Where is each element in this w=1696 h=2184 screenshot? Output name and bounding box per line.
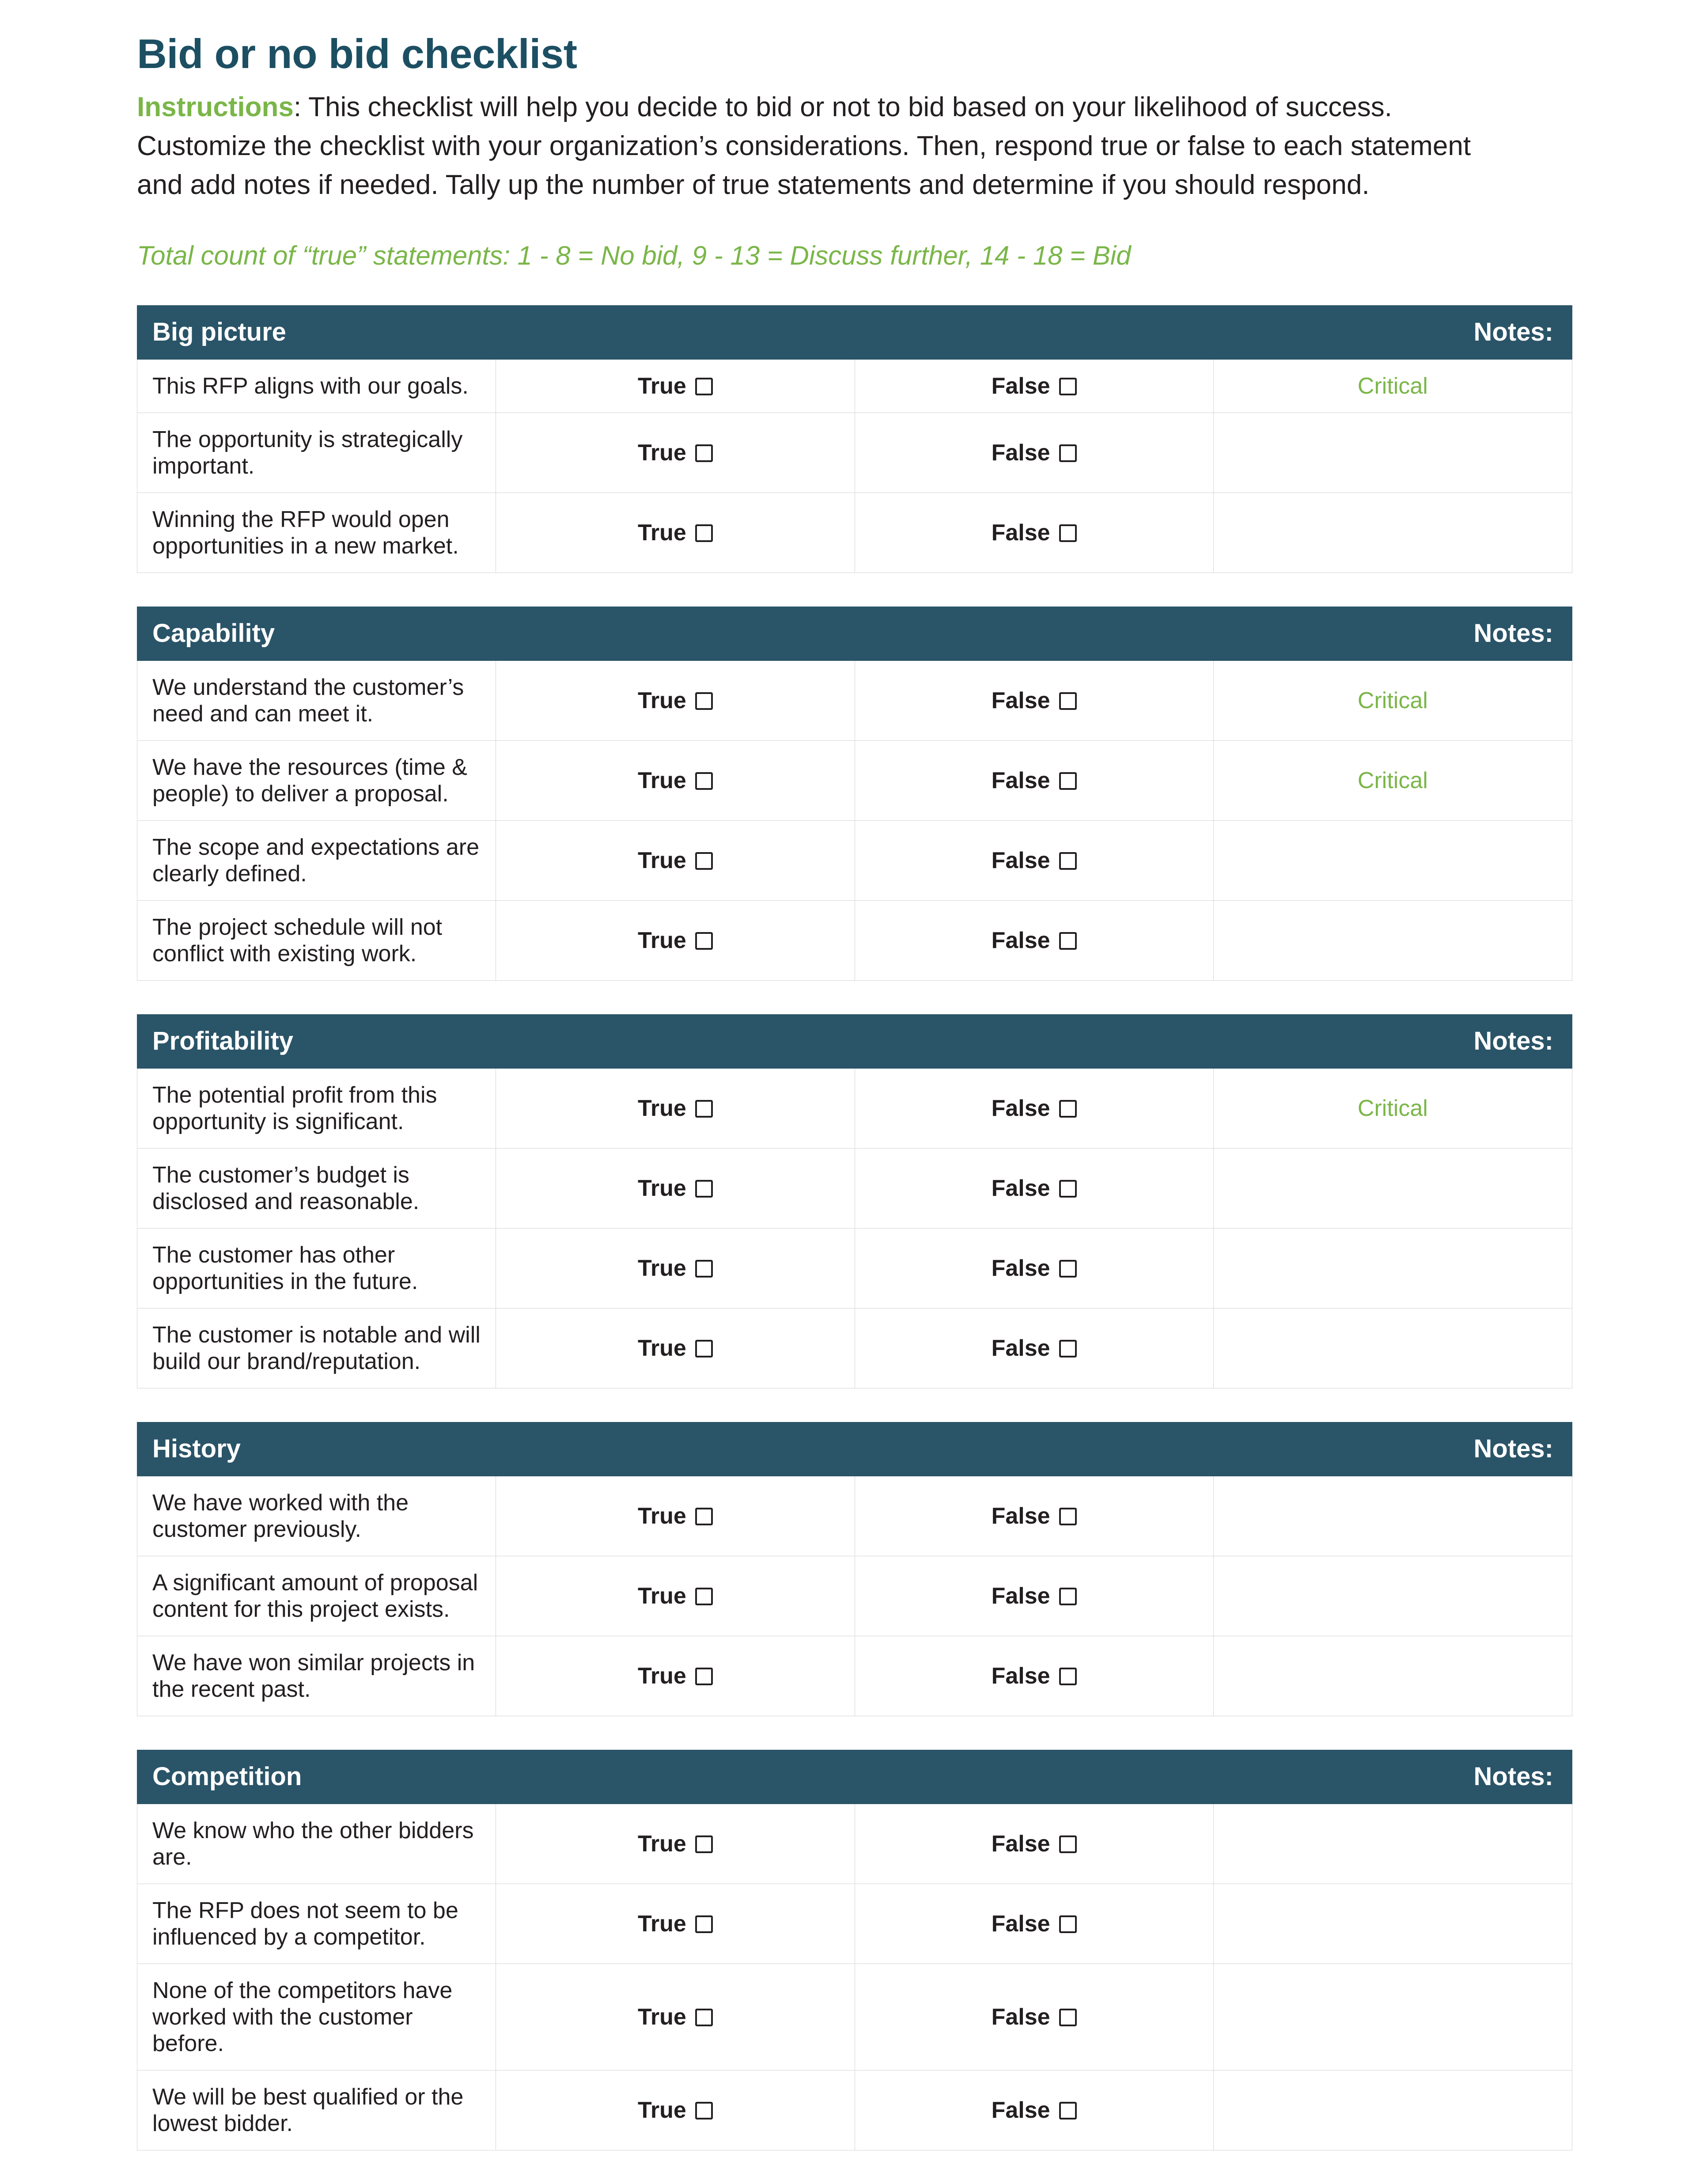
table-row: [137, 821, 1572, 901]
false-label: False: [991, 1255, 1050, 1282]
false-cell[interactable]: [855, 1636, 1213, 1716]
false-checkbox[interactable]: [1059, 772, 1077, 790]
statement-cell: The RFP does not seem to be influenced by a competitor.: [137, 1884, 496, 1964]
false-label: False: [991, 848, 1050, 874]
statement-cell: This RFP aligns with our goals.: [137, 360, 496, 413]
table-row: [137, 741, 1572, 821]
checklist-table: [137, 1014, 1572, 1388]
table-row: [137, 2070, 1572, 2150]
table-row: [137, 901, 1572, 981]
notes-column-header: Notes:: [1213, 306, 1572, 360]
true-label: True: [637, 2097, 686, 2123]
false-cell[interactable]: [855, 901, 1213, 981]
statement-cell: We have worked with the customer previously.: [137, 1476, 496, 1556]
true-label: True: [637, 848, 686, 874]
false-cell[interactable]: [855, 1308, 1213, 1388]
false-label: False: [991, 1096, 1050, 1122]
statement-cell: A significant amount of proposal content for this project exists.: [137, 1556, 496, 1636]
false-checkbox[interactable]: [1059, 852, 1077, 870]
false-cell[interactable]: [855, 1964, 1213, 2070]
false-cell[interactable]: [855, 821, 1213, 901]
false-label: False: [991, 1503, 1050, 1529]
true-cell[interactable]: [496, 1476, 855, 1556]
instructions-paragraph: [137, 88, 1524, 205]
true-label: True: [637, 1583, 686, 1609]
note-cell[interactable]: Critical: [1213, 741, 1572, 821]
false-checkbox[interactable]: [1059, 1915, 1077, 1933]
true-checkbox[interactable]: [695, 1508, 713, 1525]
true-label: True: [637, 768, 686, 794]
note-cell[interactable]: [1213, 821, 1572, 901]
true-checkbox[interactable]: [695, 1588, 713, 1605]
statement-cell: The potential profit from this opportunity is significant.: [137, 1069, 496, 1149]
section-title: Big picture: [137, 306, 1214, 360]
statement-cell: The opportunity is strategically important.: [137, 413, 496, 493]
false-checkbox[interactable]: [1059, 444, 1077, 462]
false-cell[interactable]: [855, 1476, 1213, 1556]
table-row: [137, 1964, 1572, 2070]
true-checkbox[interactable]: [695, 1180, 713, 1198]
notes-column-header: Notes:: [1213, 1750, 1572, 1804]
true-cell[interactable]: [496, 741, 855, 821]
false-cell[interactable]: [855, 1556, 1213, 1636]
note-cell[interactable]: [1213, 901, 1572, 981]
tally-guidance: Total count of “true” statements: 1 - 8 = No bid, 9 - 13 = Discuss further, 14 - 18 = Bid: [137, 241, 1131, 271]
table-row: [137, 1476, 1572, 1556]
section-header-row: [137, 1422, 1572, 1476]
true-label: True: [637, 1503, 686, 1529]
true-checkbox[interactable]: [695, 1100, 713, 1118]
true-cell[interactable]: [496, 901, 855, 981]
false-cell[interactable]: [855, 661, 1213, 741]
false-checkbox[interactable]: [1059, 1180, 1077, 1198]
true-cell[interactable]: [496, 360, 855, 413]
true-checkbox[interactable]: [695, 852, 713, 870]
note-cell[interactable]: Critical: [1213, 360, 1572, 413]
true-label: True: [637, 1335, 686, 1361]
note-cell[interactable]: [1213, 493, 1572, 573]
true-cell[interactable]: [496, 1228, 855, 1308]
section-title: Competition: [137, 1750, 1214, 1804]
false-checkbox[interactable]: [1059, 692, 1077, 710]
true-label: True: [637, 1831, 686, 1857]
note-cell[interactable]: [1213, 1149, 1572, 1228]
false-cell[interactable]: [855, 1069, 1213, 1149]
statement-cell: Winning the RFP would open opportunities in a new market.: [137, 493, 496, 573]
true-checkbox[interactable]: [695, 1260, 713, 1278]
true-checkbox[interactable]: [695, 1340, 713, 1357]
false-cell[interactable]: [855, 360, 1213, 413]
true-checkbox[interactable]: [695, 932, 713, 950]
true-cell[interactable]: [496, 493, 855, 573]
instructions-text: : This checklist will help you decide to bid or not to bid based on your likelihood of success. Customize the checklist with your organization’s considerations. Then, respond true or false to each statement and add notes if needed. Tally up the number of true statements and determine if you should respond.: [137, 92, 1471, 201]
table-row: [137, 1228, 1572, 1308]
true-label: True: [637, 2004, 686, 2030]
checklist-table: [137, 305, 1572, 573]
note-cell[interactable]: [1213, 1804, 1572, 1884]
section-header-row: [137, 607, 1572, 661]
false-checkbox[interactable]: [1059, 1835, 1077, 1853]
false-checkbox[interactable]: [1059, 1100, 1077, 1118]
notes-column-header: Notes:: [1213, 1015, 1572, 1069]
statement-cell: The scope and expectations are clearly defined.: [137, 821, 496, 901]
false-label: False: [991, 520, 1050, 546]
statement-cell: We understand the customer’s need and can meet it.: [137, 661, 496, 741]
false-cell[interactable]: [855, 741, 1213, 821]
note-cell[interactable]: [1213, 413, 1572, 493]
true-cell[interactable]: [496, 1964, 855, 2070]
true-label: True: [637, 1255, 686, 1282]
true-checkbox[interactable]: [695, 2009, 713, 2026]
false-checkbox[interactable]: [1059, 1668, 1077, 1685]
table-row: [137, 661, 1572, 741]
notes-column-header: Notes:: [1213, 1422, 1572, 1476]
table-row: [137, 1556, 1572, 1636]
true-cell[interactable]: [496, 1308, 855, 1388]
table-row: [137, 1069, 1572, 1149]
statement-cell: We have won similar projects in the recent past.: [137, 1636, 496, 1716]
false-checkbox[interactable]: [1059, 378, 1077, 395]
true-label: True: [637, 1663, 686, 1689]
true-label: True: [637, 688, 686, 714]
false-checkbox[interactable]: [1059, 1588, 1077, 1605]
false-label: False: [991, 2004, 1050, 2030]
true-checkbox[interactable]: [695, 2102, 713, 2120]
statement-cell: The customer has other opportunities in the future.: [137, 1228, 496, 1308]
checklist-sections: [137, 305, 1608, 2150]
true-label: True: [637, 1175, 686, 1202]
section-header-row: [137, 306, 1572, 360]
false-checkbox[interactable]: [1059, 524, 1077, 542]
section-header-row: [137, 1015, 1572, 1069]
false-label: False: [991, 928, 1050, 954]
true-label: True: [637, 1911, 686, 1937]
false-label: False: [991, 1663, 1050, 1689]
note-cell[interactable]: [1213, 1884, 1572, 1964]
false-label: False: [991, 440, 1050, 466]
note-cell[interactable]: Critical: [1213, 1069, 1572, 1149]
note-cell[interactable]: [1213, 2070, 1572, 2150]
note-cell[interactable]: Critical: [1213, 661, 1572, 741]
checklist-table: [137, 1422, 1572, 1716]
true-label: True: [637, 520, 686, 546]
false-label: False: [991, 1175, 1050, 1202]
false-label: False: [991, 1583, 1050, 1609]
false-label: False: [991, 1831, 1050, 1857]
table-row: [137, 1804, 1572, 1884]
true-cell[interactable]: [496, 1556, 855, 1636]
true-cell[interactable]: [496, 1149, 855, 1228]
false-cell[interactable]: [855, 493, 1213, 573]
true-cell[interactable]: [496, 2070, 855, 2150]
section-title: History: [137, 1422, 1214, 1476]
section-header-row: [137, 1750, 1572, 1804]
table-row: [137, 1308, 1572, 1388]
false-cell[interactable]: [855, 413, 1213, 493]
note-cell[interactable]: [1213, 1964, 1572, 2070]
true-cell[interactable]: [496, 1804, 855, 1884]
true-checkbox[interactable]: [695, 444, 713, 462]
true-checkbox[interactable]: [695, 1668, 713, 1685]
true-cell[interactable]: [496, 1636, 855, 1716]
statement-cell: The customer’s budget is disclosed and reasonable.: [137, 1149, 496, 1228]
false-label: False: [991, 1911, 1050, 1937]
false-label: False: [991, 2097, 1050, 2123]
true-cell[interactable]: [496, 1884, 855, 1964]
false-label: False: [991, 373, 1050, 399]
false-checkbox[interactable]: [1059, 1260, 1077, 1278]
statement-cell: We know who the other bidders are.: [137, 1804, 496, 1884]
true-label: True: [637, 928, 686, 954]
true-checkbox[interactable]: [695, 524, 713, 542]
false-checkbox[interactable]: [1059, 932, 1077, 950]
table-row: [137, 360, 1572, 413]
true-checkbox[interactable]: [695, 378, 713, 395]
false-cell[interactable]: [855, 1149, 1213, 1228]
false-label: False: [991, 688, 1050, 714]
true-checkbox[interactable]: [695, 772, 713, 790]
false-cell[interactable]: [855, 2070, 1213, 2150]
note-cell[interactable]: [1213, 1476, 1572, 1556]
false-checkbox[interactable]: [1059, 1340, 1077, 1357]
table-row: [137, 1149, 1572, 1228]
statement-cell: We have the resources (time & people) to deliver a proposal.: [137, 741, 496, 821]
statement-cell: The customer is notable and will build our brand/reputation.: [137, 1308, 496, 1388]
page-title: Bid or no bid checklist: [137, 30, 577, 77]
false-cell[interactable]: [855, 1228, 1213, 1308]
notes-column-header: Notes:: [1213, 607, 1572, 661]
section-title: Capability: [137, 607, 1214, 661]
false-label: False: [991, 1335, 1050, 1361]
true-cell[interactable]: [496, 661, 855, 741]
checklist-table: [137, 1750, 1572, 2150]
false-cell[interactable]: [855, 1804, 1213, 1884]
statement-cell: The project schedule will not conflict with existing work.: [137, 901, 496, 981]
statement-cell: None of the competitors have worked with the customer before.: [137, 1964, 496, 2070]
table-row: [137, 493, 1572, 573]
table-row: [137, 413, 1572, 493]
note-cell[interactable]: [1213, 1228, 1572, 1308]
table-row: [137, 1636, 1572, 1716]
false-cell[interactable]: [855, 1884, 1213, 1964]
true-checkbox[interactable]: [695, 1915, 713, 1933]
statement-cell: We will be best qualified or the lowest bidder.: [137, 2070, 496, 2150]
false-checkbox[interactable]: [1059, 2009, 1077, 2026]
true-label: True: [637, 1096, 686, 1122]
instructions-label: Instructions: [137, 92, 294, 123]
true-cell[interactable]: [496, 413, 855, 493]
true-checkbox[interactable]: [695, 1835, 713, 1853]
false-checkbox[interactable]: [1059, 2102, 1077, 2120]
true-checkbox[interactable]: [695, 692, 713, 710]
section-title: Profitability: [137, 1015, 1214, 1069]
false-label: False: [991, 768, 1050, 794]
note-cell[interactable]: [1213, 1636, 1572, 1716]
true-label: True: [637, 440, 686, 466]
true-cell[interactable]: [496, 1069, 855, 1149]
note-cell[interactable]: [1213, 1556, 1572, 1636]
false-checkbox[interactable]: [1059, 1508, 1077, 1525]
true-cell[interactable]: [496, 821, 855, 901]
table-row: [137, 1884, 1572, 1964]
true-label: True: [637, 373, 686, 399]
note-cell[interactable]: [1213, 1308, 1572, 1388]
checklist-table: [137, 607, 1572, 981]
